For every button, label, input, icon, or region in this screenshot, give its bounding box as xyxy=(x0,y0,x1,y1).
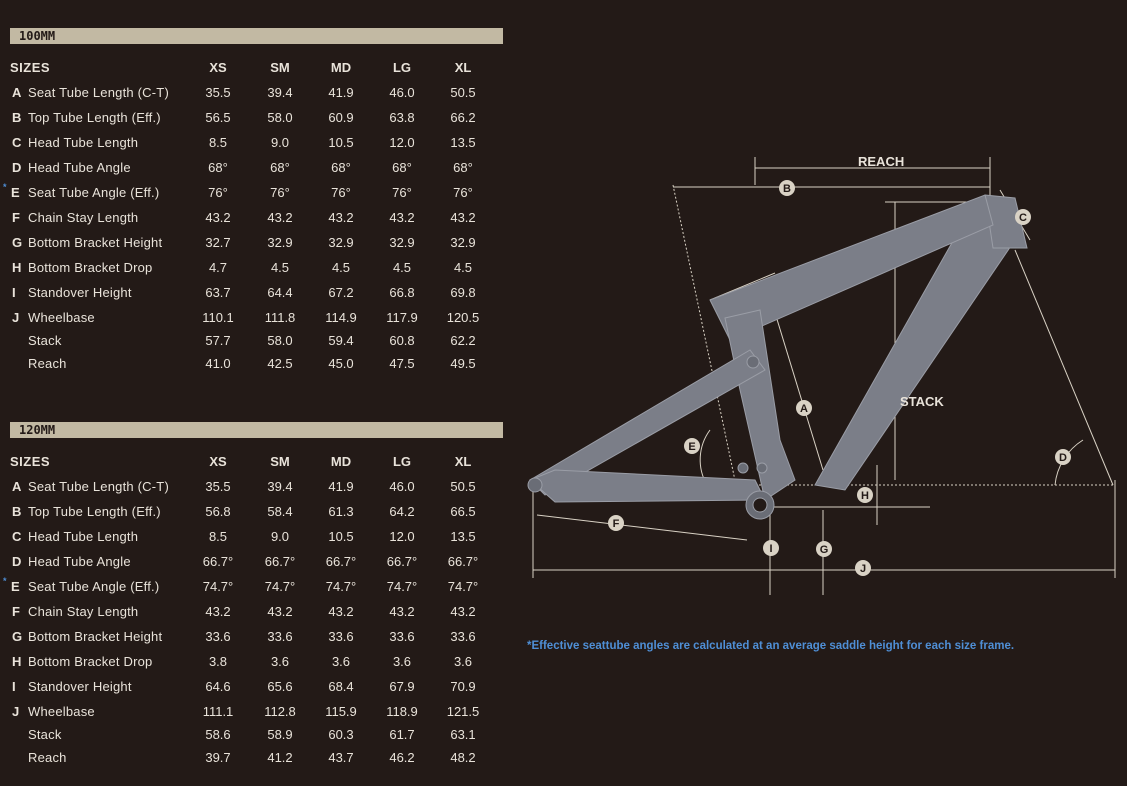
row-value: 68.4 xyxy=(328,679,354,694)
row-value: 43.2 xyxy=(267,604,293,619)
row-value: 33.6 xyxy=(267,629,293,644)
row-value: 112.8 xyxy=(264,704,296,719)
svg-text:A: A xyxy=(800,403,808,415)
row-label: Chain Stay Length xyxy=(28,604,139,619)
table-row xyxy=(0,135,503,155)
svg-text:F: F xyxy=(612,518,620,530)
svg-text:D: D xyxy=(1059,452,1067,464)
size-header: XS xyxy=(209,454,227,469)
row-value: 68° xyxy=(392,160,412,175)
table-row xyxy=(0,356,503,376)
row-value: 74.7° xyxy=(264,579,296,594)
row-value: 67.2 xyxy=(328,285,354,300)
row-label: Chain Stay Length xyxy=(28,210,139,225)
row-value: 66.5 xyxy=(450,504,476,519)
row-value: 60.3 xyxy=(328,727,354,742)
size-header: XL xyxy=(454,60,472,75)
row-value: 10.5 xyxy=(328,529,354,544)
header-row xyxy=(0,454,503,474)
row-value: 3.6 xyxy=(270,654,290,669)
row-value: 43.2 xyxy=(205,604,231,619)
table-row xyxy=(0,554,503,574)
row-label: Head Tube Angle xyxy=(28,160,131,175)
row-value: 66.7° xyxy=(386,554,418,569)
row-value: 41.0 xyxy=(205,356,231,371)
row-value: 43.2 xyxy=(389,604,415,619)
row-value: 39.4 xyxy=(267,479,293,494)
row-value: 66.2 xyxy=(450,110,476,125)
table-row xyxy=(0,85,503,105)
marker-H xyxy=(857,487,873,503)
row-value: 64.2 xyxy=(389,504,415,519)
row-label: Bottom Bracket Height xyxy=(28,629,163,644)
header-row xyxy=(0,60,503,80)
marker-I xyxy=(763,540,779,556)
table-row xyxy=(0,182,503,205)
row-value: 4.5 xyxy=(331,260,351,275)
row-value: 56.5 xyxy=(205,110,231,125)
row-value: 4.5 xyxy=(392,260,412,275)
row-label: Bottom Bracket Drop xyxy=(28,654,153,669)
row-letter: A xyxy=(12,85,22,100)
row-value: 13.5 xyxy=(450,529,476,544)
table-row xyxy=(0,727,503,747)
asterisk-mark: * xyxy=(3,182,7,192)
table-row xyxy=(0,529,503,549)
row-letter: I xyxy=(12,679,16,694)
row-value: 8.5 xyxy=(208,135,228,150)
row-value: 35.5 xyxy=(205,85,231,100)
row-label: Standover Height xyxy=(28,285,132,300)
marker-C xyxy=(1015,209,1031,225)
row-value: 43.2 xyxy=(328,210,354,225)
row-value: 66.7° xyxy=(264,554,296,569)
row-value: 41.9 xyxy=(328,479,354,494)
row-label: Head Tube Angle xyxy=(28,554,131,569)
row-label: Seat Tube Angle (Eff.) xyxy=(28,579,160,594)
row-letter: H xyxy=(12,654,22,669)
row-letter: G xyxy=(12,629,23,644)
marker-B xyxy=(779,180,795,196)
table-row xyxy=(0,576,503,599)
row-value: 39.7 xyxy=(205,750,231,765)
row-value: 60.9 xyxy=(328,110,354,125)
row-value: 115.9 xyxy=(325,704,357,719)
row-value: 76° xyxy=(208,185,228,200)
row-value: 68° xyxy=(270,160,290,175)
row-label: Stack xyxy=(28,727,62,742)
reach-label: REACH xyxy=(858,154,905,169)
row-value: 110.1 xyxy=(202,310,234,325)
size-header: LG xyxy=(392,60,412,75)
row-value: 35.5 xyxy=(205,479,231,494)
row-value: 66.7° xyxy=(447,554,479,569)
size-header: MD xyxy=(330,454,352,469)
table-row xyxy=(0,704,503,724)
row-value: 121.5 xyxy=(446,704,480,719)
table-row xyxy=(0,679,503,699)
row-value: 66.8 xyxy=(389,285,415,300)
row-letter: E xyxy=(11,185,20,200)
asterisk-mark: * xyxy=(3,576,7,586)
row-value: 43.2 xyxy=(389,210,415,225)
row-value: 46.2 xyxy=(389,750,415,765)
geometry-table-100mm xyxy=(0,28,503,371)
row-value: 118.9 xyxy=(386,704,418,719)
row-value: 32.9 xyxy=(267,235,293,250)
row-value: 74.7° xyxy=(202,579,234,594)
size-header: LG xyxy=(392,454,412,469)
row-letter: D xyxy=(12,554,22,569)
row-label: Top Tube Length (Eff.) xyxy=(28,504,161,519)
row-value: 9.0 xyxy=(270,135,290,150)
row-value: 67.9 xyxy=(389,679,415,694)
row-value: 4.7 xyxy=(208,260,228,275)
row-value: 33.6 xyxy=(450,629,476,644)
stack-label: STACK xyxy=(900,394,944,409)
row-value: 43.7 xyxy=(328,750,354,765)
footnote: *Effective seattube angles are calculated at an average saddle height for each size frame. xyxy=(527,640,1015,652)
row-value: 57.7 xyxy=(205,333,231,348)
row-value: 58.6 xyxy=(205,727,231,742)
row-value: 70.9 xyxy=(450,679,476,694)
row-value: 13.5 xyxy=(450,135,476,150)
row-value: 74.7° xyxy=(325,579,357,594)
row-label: Wheelbase xyxy=(28,310,95,325)
table-row xyxy=(0,750,503,770)
table-row xyxy=(0,654,503,674)
marker-A xyxy=(796,400,812,416)
row-value: 4.5 xyxy=(453,260,473,275)
row-value: 74.7° xyxy=(386,579,418,594)
row-value: 64.6 xyxy=(205,679,231,694)
table-row xyxy=(0,235,503,255)
table-row xyxy=(0,604,503,624)
size-header: XL xyxy=(454,454,472,469)
row-value: 3.6 xyxy=(453,654,473,669)
sizes-label: SIZES xyxy=(10,60,51,75)
row-value: 12.0 xyxy=(389,135,415,150)
size-header: MD xyxy=(330,60,352,75)
row-label: Stack xyxy=(28,333,62,348)
table-row xyxy=(0,160,503,180)
marker-E xyxy=(684,438,700,454)
table-row xyxy=(0,260,503,280)
row-value: 114.9 xyxy=(325,310,357,325)
row-value: 120.5 xyxy=(446,310,480,325)
row-label: Standover Height xyxy=(28,679,132,694)
row-value: 50.5 xyxy=(450,479,476,494)
row-letter: I xyxy=(12,285,16,300)
svg-text:B: B xyxy=(783,183,791,195)
row-label: Reach xyxy=(28,750,67,765)
row-value: 32.9 xyxy=(450,235,476,250)
sizes-label: SIZES xyxy=(10,454,51,469)
row-value: 33.6 xyxy=(328,629,354,644)
row-value: 41.9 xyxy=(328,85,354,100)
marker-F xyxy=(608,515,624,531)
row-letter: C xyxy=(12,135,22,150)
row-label: Wheelbase xyxy=(28,704,95,719)
row-letter: J xyxy=(12,704,20,719)
row-letter: B xyxy=(12,110,22,125)
row-value: 9.0 xyxy=(270,529,290,544)
row-letter: D xyxy=(12,160,22,175)
row-value: 66.7° xyxy=(325,554,357,569)
row-value: 12.0 xyxy=(389,529,415,544)
row-letter: A xyxy=(12,479,22,494)
row-value: 58.0 xyxy=(267,333,293,348)
row-label: Top Tube Length (Eff.) xyxy=(28,110,161,125)
section-title: 100MM xyxy=(10,28,503,44)
row-value: 32.9 xyxy=(389,235,415,250)
marker-D xyxy=(1055,449,1071,465)
row-letter: J xyxy=(12,310,20,325)
table-row xyxy=(0,629,503,649)
row-value: 63.1 xyxy=(450,727,476,742)
size-header: SM xyxy=(270,454,290,469)
row-value: 42.5 xyxy=(267,356,293,371)
table-row xyxy=(0,210,503,230)
row-value: 60.8 xyxy=(389,333,415,348)
row-value: 41.2 xyxy=(267,750,293,765)
svg-text:I: I xyxy=(769,543,773,555)
row-letter: F xyxy=(12,210,20,225)
svg-text:H: H xyxy=(861,490,869,502)
row-label: Head Tube Length xyxy=(28,135,139,150)
row-value: 32.9 xyxy=(328,235,354,250)
row-label: Seat Tube Length (C-T) xyxy=(28,479,169,494)
marker-G xyxy=(816,541,832,557)
row-letter: G xyxy=(12,235,23,250)
size-header: SM xyxy=(270,60,290,75)
svg-text:E: E xyxy=(688,441,696,453)
row-value: 43.2 xyxy=(450,604,476,619)
row-value: 63.7 xyxy=(205,285,231,300)
row-value: 76° xyxy=(453,185,473,200)
table-row xyxy=(0,110,503,130)
row-value: 74.7° xyxy=(447,579,479,594)
row-label: Reach xyxy=(28,356,67,371)
row-value: 58.4 xyxy=(267,504,293,519)
row-value: 49.5 xyxy=(450,356,476,371)
row-label: Bottom Bracket Height xyxy=(28,235,163,250)
row-value: 111.1 xyxy=(202,704,234,719)
row-value: 63.8 xyxy=(389,110,415,125)
row-letter: E xyxy=(11,579,20,594)
row-value: 4.5 xyxy=(270,260,290,275)
row-value: 76° xyxy=(331,185,351,200)
row-label: Seat Tube Length (C-T) xyxy=(28,85,169,100)
row-letter: C xyxy=(12,529,22,544)
geometry-table-120mm xyxy=(0,422,503,765)
row-value: 46.0 xyxy=(389,85,415,100)
row-value: 58.9 xyxy=(267,727,293,742)
size-header: XS xyxy=(209,60,227,75)
row-value: 33.6 xyxy=(389,629,415,644)
row-value: 68° xyxy=(453,160,473,175)
row-value: 117.9 xyxy=(386,310,418,325)
row-value: 47.5 xyxy=(389,356,415,371)
row-value: 3.6 xyxy=(331,654,351,669)
row-value: 111.8 xyxy=(264,310,296,325)
row-value: 39.4 xyxy=(267,85,293,100)
row-label: Seat Tube Angle (Eff.) xyxy=(28,185,160,200)
row-value: 45.0 xyxy=(328,356,354,371)
row-value: 68° xyxy=(208,160,228,175)
row-value: 43.2 xyxy=(205,210,231,225)
row-value: 65.6 xyxy=(267,679,293,694)
row-value: 8.5 xyxy=(208,529,228,544)
row-value: 62.2 xyxy=(450,333,476,348)
table-row xyxy=(0,479,503,499)
table-row xyxy=(0,310,503,330)
svg-text:C: C xyxy=(1019,212,1027,224)
row-value: 66.7° xyxy=(202,554,234,569)
row-letter: B xyxy=(12,504,22,519)
row-value: 10.5 xyxy=(328,135,354,150)
row-letter: H xyxy=(12,260,22,275)
row-value: 64.4 xyxy=(267,285,293,300)
row-label: Head Tube Length xyxy=(28,529,139,544)
row-value: 43.2 xyxy=(450,210,476,225)
row-value: 33.6 xyxy=(205,629,231,644)
section-title: 120MM xyxy=(10,422,503,438)
row-letter: F xyxy=(12,604,20,619)
row-value: 61.3 xyxy=(328,504,354,519)
svg-text:J: J xyxy=(859,563,867,575)
table-row xyxy=(0,285,503,305)
row-value: 50.5 xyxy=(450,85,476,100)
row-value: 76° xyxy=(392,185,412,200)
row-value: 3.6 xyxy=(392,654,412,669)
row-value: 48.2 xyxy=(450,750,476,765)
row-value: 43.2 xyxy=(328,604,354,619)
row-value: 68° xyxy=(331,160,351,175)
row-value: 43.2 xyxy=(267,210,293,225)
row-value: 46.0 xyxy=(389,479,415,494)
marker-J xyxy=(855,560,871,576)
row-value: 3.8 xyxy=(208,654,228,669)
row-label: Bottom Bracket Drop xyxy=(28,260,153,275)
row-value: 32.7 xyxy=(205,235,231,250)
row-value: 69.8 xyxy=(450,285,476,300)
table-row xyxy=(0,504,503,524)
svg-text:G: G xyxy=(819,544,829,556)
row-value: 76° xyxy=(270,185,290,200)
table-row xyxy=(0,333,503,353)
row-value: 59.4 xyxy=(328,333,354,348)
row-value: 58.0 xyxy=(267,110,293,125)
row-value: 56.8 xyxy=(205,504,231,519)
frame-geometry-diagram xyxy=(515,140,1125,610)
row-value: 61.7 xyxy=(389,727,415,742)
